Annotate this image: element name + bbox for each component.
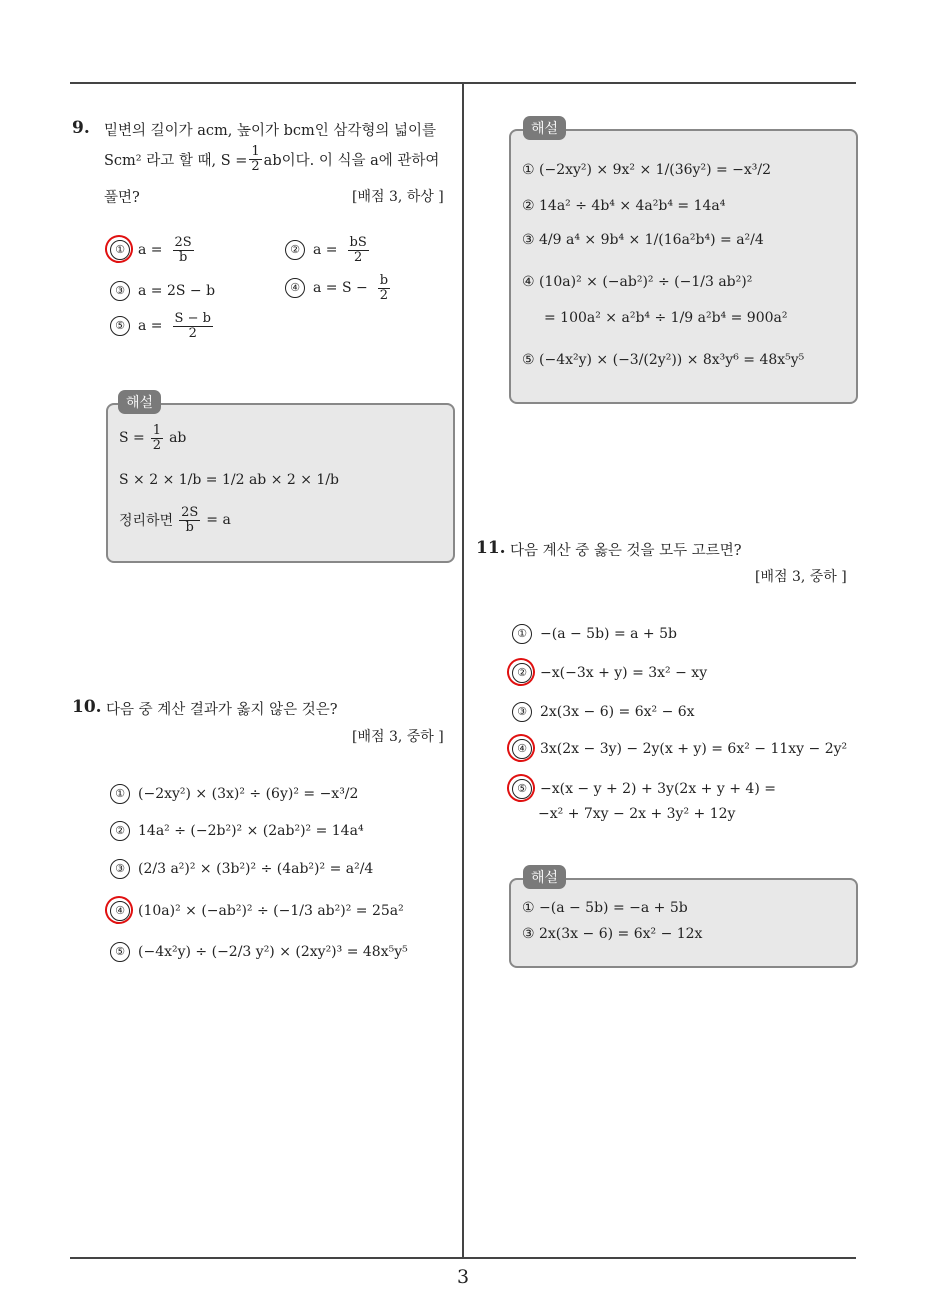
q9-solution-line2: S × 2 × 1/b = 1/2 ab × 2 × 1/b <box>119 472 340 488</box>
q11-option-4[interactable] <box>512 739 847 759</box>
option-mark: ② <box>110 821 130 841</box>
q9-line2-pre: Scm² 라고 할 때, S = <box>104 152 248 169</box>
option-mark: ④ <box>110 901 130 921</box>
option-mark: ⑤ <box>110 942 130 962</box>
q9-solution-line1 <box>119 424 186 452</box>
q9-option-2[interactable] <box>285 236 371 264</box>
q10-solution-line5: = 100a² × a²b⁴ ÷ 1/9 a²b⁴ = 900a² <box>544 310 788 326</box>
option-pre: a = <box>313 242 338 259</box>
frac-num: 2S <box>174 235 192 250</box>
solution-text: S = <box>119 430 145 447</box>
q11-solution-line1: ① −(a − 5b) = −a + 5b <box>522 900 688 916</box>
option-mark: ① <box>110 240 130 260</box>
q11-option-5[interactable] <box>512 779 776 799</box>
option-text: −x(−3x + y) = 3x² − xy <box>540 665 708 681</box>
q10-option-4[interactable] <box>110 901 404 921</box>
frac-den: 2 <box>379 287 389 303</box>
frac-num: 1 <box>251 144 260 159</box>
q10-option-1[interactable] <box>110 784 358 804</box>
q9-score: [배점 3, 하상 ] <box>352 189 444 205</box>
option-mark: ① <box>110 784 130 804</box>
frac-den: 2 <box>251 158 260 174</box>
solution-text: ab <box>169 430 187 447</box>
option-text: (10a)² × (−ab²)² ÷ (−1/3 ab²)² = 25a² <box>138 903 404 919</box>
option-mark: ③ <box>110 859 130 879</box>
option-mark: ④ <box>512 739 532 759</box>
q9-option-5[interactable] <box>110 312 215 340</box>
q10-solution-line1: ① (−2xy²) × 9x² × 1/(36y²) = −x³/2 <box>522 162 772 178</box>
option-pre: a = S − <box>313 280 368 297</box>
q9-line2-fraction <box>249 145 261 173</box>
option-text: −(a − 5b) = a + 5b <box>540 626 677 642</box>
q11-option-2[interactable] <box>512 663 707 683</box>
q9-number: 9. <box>72 118 90 138</box>
q10-option-2[interactable] <box>110 821 364 841</box>
option-fraction <box>173 312 213 340</box>
q11-solution-box <box>509 878 858 968</box>
solution-text: = a <box>206 512 231 529</box>
q11-score: [배점 3, 중하 ] <box>755 569 847 585</box>
frac-den: b <box>178 249 188 265</box>
q9-text-line2 <box>104 145 439 173</box>
q10-solution-line3: ③ 4/9 a⁴ × 9b⁴ × 1/(16a²b⁴) = a²/4 <box>522 232 764 248</box>
column-separator <box>462 84 464 1258</box>
q9-option-4[interactable] <box>285 274 392 302</box>
frac-den: 2 <box>188 325 197 341</box>
option-text: 14a² ÷ (−2b²)² × (2ab²)² = 14a⁴ <box>138 823 364 839</box>
solution-fraction <box>179 506 200 534</box>
frac-den: 2 <box>354 249 363 265</box>
q11-option-3[interactable] <box>512 702 695 722</box>
option-mark: ② <box>512 663 532 683</box>
q10-number: 10. <box>72 697 102 717</box>
option-text: −x(x − y + 2) + 3y(2x + y + 4) = <box>540 781 776 797</box>
q9-text-line1: 밑변의 길이가 acm, 높이가 bcm인 삼각형의 넓이를 <box>104 123 437 139</box>
q10-option-5[interactable] <box>110 942 408 962</box>
option-text: 2x(3x − 6) = 6x² − 6x <box>540 704 695 720</box>
option-mark: ③ <box>110 281 130 301</box>
q9-option-1[interactable] <box>110 236 196 264</box>
option-fraction <box>348 236 369 264</box>
option-text: (2/3 a²)² × (3b²)² ÷ (4ab²)² = a²/4 <box>138 861 374 877</box>
q10-text: 다음 중 계산 결과가 옳지 않은 것은? <box>106 702 338 718</box>
option-mark: ① <box>512 624 532 644</box>
option-pre: a = <box>138 242 163 259</box>
option-text: 3x(2x − 3y) − 2y(x + y) = 6x² − 11xy − 2y² <box>540 741 848 757</box>
q9-solution-line3 <box>119 506 231 534</box>
option-fraction <box>378 274 390 302</box>
option-text: (−2xy²) × (3x)² ÷ (6y)² = −x³/2 <box>138 786 359 802</box>
q9-solution-label: 해설 <box>118 390 161 414</box>
frac-den: b <box>185 519 194 535</box>
option-mark: ③ <box>512 702 532 722</box>
q9-line2-post: ab이다. 이 식을 a에 관하여 <box>263 152 440 169</box>
frac-num: 1 <box>152 423 162 438</box>
option-mark: ⑤ <box>110 316 130 336</box>
q11-solution-line2: ③ 2x(3x − 6) = 6x² − 12x <box>522 926 703 942</box>
frac-den: 2 <box>152 437 162 453</box>
frac-num: b <box>379 273 389 288</box>
q11-option-5-continued: −x² + 7xy − 2x + 3y² + 12y <box>538 806 736 822</box>
frac-num: S − b <box>174 311 211 326</box>
q11-option-1[interactable] <box>512 624 677 644</box>
page-number: 3 <box>456 1266 470 1288</box>
bottom-rule <box>70 1257 856 1259</box>
solution-fraction <box>151 424 163 452</box>
frac-num: 2S <box>181 505 199 520</box>
frac-num: bS <box>349 235 367 250</box>
q11-number: 11. <box>476 538 506 558</box>
option-mark: ④ <box>285 278 305 298</box>
q9-option-3[interactable] <box>110 281 215 301</box>
q11-text: 다음 계산 중 옳은 것을 모두 고르면? <box>510 543 742 559</box>
option-text: (−4x²y) ÷ (−2/3 y²) × (2xy²)³ = 48x⁵y⁵ <box>138 944 408 960</box>
option-pre: a = 2S − b <box>138 283 216 299</box>
q10-solution-label: 해설 <box>523 116 566 140</box>
q10-solution-line2: ② 14a² ÷ 4b⁴ × 4a²b⁴ = 14a⁴ <box>522 198 726 214</box>
solution-text: 정리하면 <box>119 513 174 530</box>
option-pre: a = <box>138 318 163 335</box>
q9-text-line3: 풀면? <box>104 190 140 206</box>
q10-option-3[interactable] <box>110 859 373 879</box>
q10-solution-line6: ⑤ (−4x²y) × (−3/(2y²)) × 8x³y⁶ = 48x⁵y⁵ <box>522 352 805 368</box>
q10-score: [배점 3, 중하 ] <box>352 729 444 745</box>
option-fraction <box>173 236 194 264</box>
q10-solution-line4: ④ (10a)² × (−ab²)² ÷ (−1/3 ab²)² <box>522 274 753 290</box>
option-mark: ② <box>285 240 305 260</box>
q11-solution-label: 해설 <box>523 865 566 889</box>
option-mark: ⑤ <box>512 779 532 799</box>
